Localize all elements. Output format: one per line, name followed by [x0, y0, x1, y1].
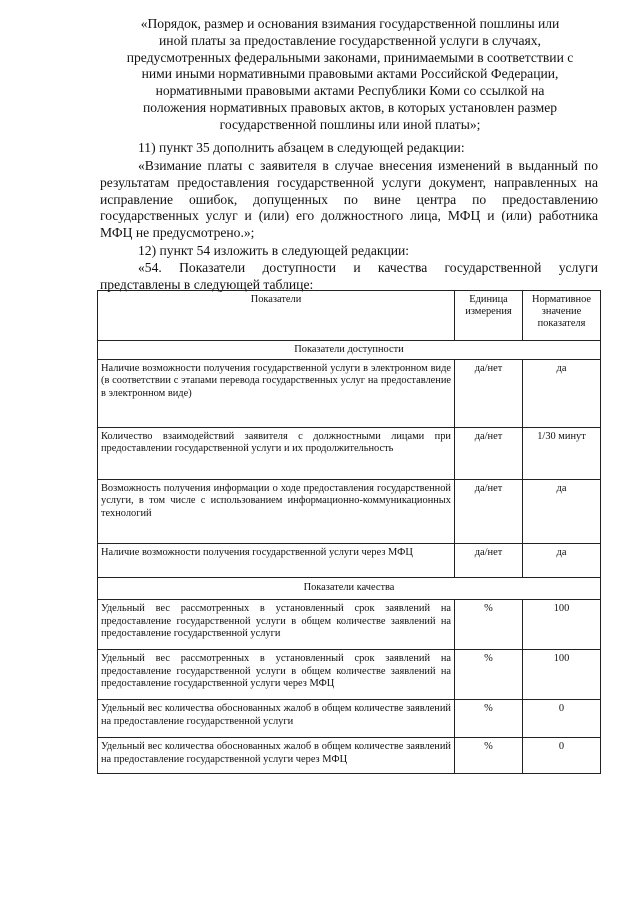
- section-row: [98, 578, 601, 600]
- value-cell: да: [523, 360, 601, 428]
- indicator-cell: Возможность получения информации о ходе предоставления государственной услуги, в том числе с использованием информационно-коммуникационных технологий: [98, 480, 455, 544]
- section-quality-title: Показатели качества: [98, 578, 601, 600]
- item-12: 12) пункт 54 изложить в следующей редакции:: [138, 243, 410, 258]
- unit-cell: да/нет: [455, 428, 523, 480]
- header-norm-value: Нормативное значение показателя: [523, 291, 601, 341]
- table-row: [98, 480, 601, 544]
- indicator-cell: Удельный вес рассмотренных в установленный срок заявлений на предоставление государственной услуги в общем количестве заявлений на предоставление государственной услуги: [98, 600, 455, 650]
- intro-quote-line: предусмотренных федеральными законами, принимаемыми в соответствии с: [126, 49, 574, 65]
- value-cell: 100: [523, 650, 601, 700]
- value-cell: 100: [523, 600, 601, 650]
- intro-quote-line: нормативными правовыми актами Республики Коми со ссылкой на: [155, 83, 545, 99]
- value-cell: да: [523, 480, 601, 544]
- item-12-quote: «54. Показатели доступности и качества государственной услуги представлены в следующей таблице:: [100, 260, 598, 292]
- table-row: [98, 428, 601, 480]
- value-cell: 0: [523, 738, 601, 774]
- indicator-cell: Удельный вес количества обоснованных жалоб в общем количестве заявлений на предоставление государственной услуги: [98, 700, 455, 738]
- unit-cell: да/нет: [455, 480, 523, 544]
- indicator-cell: Удельный вес рассмотренных в установленный срок заявлений на предоставление государственной услуги в общем количестве заявлений на предоставление государственной услуги через МФЦ: [98, 650, 455, 700]
- unit-cell: да/нет: [455, 360, 523, 428]
- value-cell: да: [523, 544, 601, 578]
- unit-cell: %: [455, 700, 523, 738]
- table-row: [98, 544, 601, 578]
- table-row: [98, 738, 601, 774]
- item-11-quote: «Взимание платы с заявителя в случае внесения изменений в выданный по результатам предоставления государственной услуги документ, направленных на исправление ошибок, допущенных по вине центра по предоставлению государственных услуг и (или) его должностного лица, МФЦ и (или) работника МФЦ не предусмотрено.»;: [100, 158, 598, 241]
- table-row: [98, 650, 601, 700]
- intro-quote-line: государственной пошлины или иной платы»;: [219, 116, 481, 132]
- header-unit: Единица измерения: [455, 291, 523, 341]
- intro-quote-line: положения нормативных правовых актов, в которых установлен размер: [142, 99, 558, 115]
- table-header-row: [98, 291, 601, 341]
- intro-quote-line: иной платы за предоставление государственной услуги в случаях,: [159, 32, 541, 48]
- indicator-cell: Наличие возможности получения государственной услуги через МФЦ: [98, 544, 455, 578]
- indicator-cell: Количество взаимодействий заявителя с должностными лицами при предоставлении государственной услуги и их продолжительность: [98, 428, 455, 480]
- indicator-cell: Удельный вес количества обоснованных жалоб в общем количестве заявлений на предоставление государственной услуги через МФЦ: [98, 738, 455, 774]
- section-access-title: Показатели доступности: [98, 341, 601, 360]
- section-row: [98, 341, 601, 360]
- value-cell: 1/30 минут: [523, 428, 601, 480]
- intro-quote-line: «Порядок, размер и основания взимания государственной пошлины или: [140, 16, 560, 31]
- item-11: 11) пункт 35 дополнить абзацем в следующей редакции:: [138, 140, 465, 155]
- unit-cell: %: [455, 738, 523, 774]
- unit-cell: %: [455, 600, 523, 650]
- table-row: [98, 360, 601, 428]
- header-indicators: Показатели: [98, 291, 455, 341]
- intro-quote: [100, 16, 600, 134]
- unit-cell: %: [455, 650, 523, 700]
- table-row: [98, 700, 601, 738]
- unit-cell: да/нет: [455, 544, 523, 578]
- indicators-table: [97, 290, 601, 774]
- value-cell: 0: [523, 700, 601, 738]
- intro-quote-line: ними иными нормативными правовыми актами Российской Федерации,: [141, 66, 559, 82]
- indicator-cell: Наличие возможности получения государственной услуги в электронном виде (в соответствии с этапами перевода государственных услуг на предоставление в электронном виде): [98, 360, 455, 428]
- table-row: [98, 600, 601, 650]
